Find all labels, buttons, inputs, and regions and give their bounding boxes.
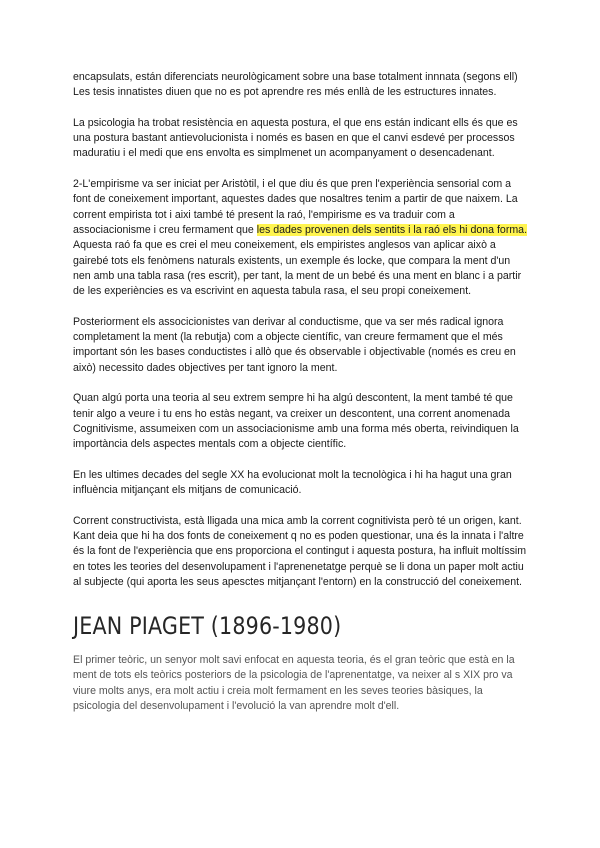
empirisme-text-end: Aquesta raó fa que es crei el meu coneixement, els empiristes anglesos van aplicar això a gairebé tots els fenòmens naturals existents, un exemple és locke, que compara la ment d'un nen amb una tabla rasa (res escrit), per tant, la ment de un bebé és una ment en blanc i a partir de les experiències es va escrivint en aquesta tabula rasa, el seu propi coneixement. xyxy=(73,239,522,298)
paragraph-encapsulats: encapsulats, están diferenciats neurològicament sobre una base totalment innnata (segons ell) xyxy=(73,71,518,83)
paragraph-cognitivisme: Quan algú porta una teoria al seu extrem sempre hi ha algú descontent, la ment també té que tenir algo a veure i tu ens ho estàs negant, va creixer un descontent, una corrent anomenada Cognitivisme, assumeixen com un associacionisme amb una forma més oberta, reivindiquen la importància dels aspectes mentals com a objecte científic. xyxy=(73,392,519,451)
section-heading-piaget: JEAN PIAGET (1896-1980) xyxy=(73,612,342,641)
paragraph-piaget-intro: El primer teòric, un senyor molt savi enfocat en aquesta teoria, és el gran teòric que està en la ment de tots els teòrics posteriors de la psicologia de l'aprenentatge, va neixer al s XIX pro va viure molts anys, era molt actiu i creia molt fermament en les seves teories bàsiques, la psicologia del desenvolupament i l'evolució la van aprendre molt d'ell. xyxy=(73,654,515,712)
paragraph-kant: Kant deia que hi ha dos fonts de coneixement q no es poden questionar, una és la innata i l'altre és la font de l'experiència que ens proporciona el contingut i aquesta postura, ha influit moltíssim en totes les teories del desenvolupament i l'aprenenetatge perquè se li dona un paper molt actiu al subjecte (qui aporta les seus apesctes mitjançant l'entorn) en la construcció del coneixement. xyxy=(73,529,527,588)
paragraph-constructivista: Corrent constructivista, està lligada una mica amb la corrent cognitivista però té un origen, kant. xyxy=(73,514,522,527)
paragraph-segle-xx: En les ultimes decades del segle XX ha evolucionat molt la tecnològica i hi ha hagut una gran influència mitjançant els mitjans de comunicació. xyxy=(73,468,512,497)
document-page xyxy=(73,70,528,714)
highlighted-text: les dades provenen dels sentits i la raó els hi dona forma. xyxy=(256,223,528,236)
paragraph-psicologia-resistencia: La psicologia ha trobat resistència en aquesta postura, el que ens están indicant ells és que es una postura bastant antievolucionista i només es basen en que el canvi esdevé per processos maduratiu i el medi que ens envolta es simplmenet un acompanyament o desencadenant. xyxy=(73,116,518,160)
paragraph-empirisme xyxy=(73,177,528,299)
empirisme-text-start: 2-L'empirisme va ser iniciat per Aristòtil, i el que diu és que pren l'experiència sensorial com a font de coneixement important, aquestes dades que nosaltres tenim a partir de que naixem. La corrent empirista tot i aixi també té present la raó, l'empirisme es va traduir com a associacionisme i creu fermament que xyxy=(73,178,518,236)
paragraph-conductisme: Posteriorment els associcionistes van derivar al conductisme, que va ser més radical ignora completament la ment (la rebutja) com a objecte científic, van creure fermament que el més important són les bases conductistes i allò que és observable i objectivable (només es creu en això) necessito dades objectives per tant ignoro la ment. xyxy=(73,315,516,374)
paragraph-tesis-innatistes: Les tesis innatistes diuen que no es pot aprendre res més enllà de les estructures innates. xyxy=(73,86,497,99)
